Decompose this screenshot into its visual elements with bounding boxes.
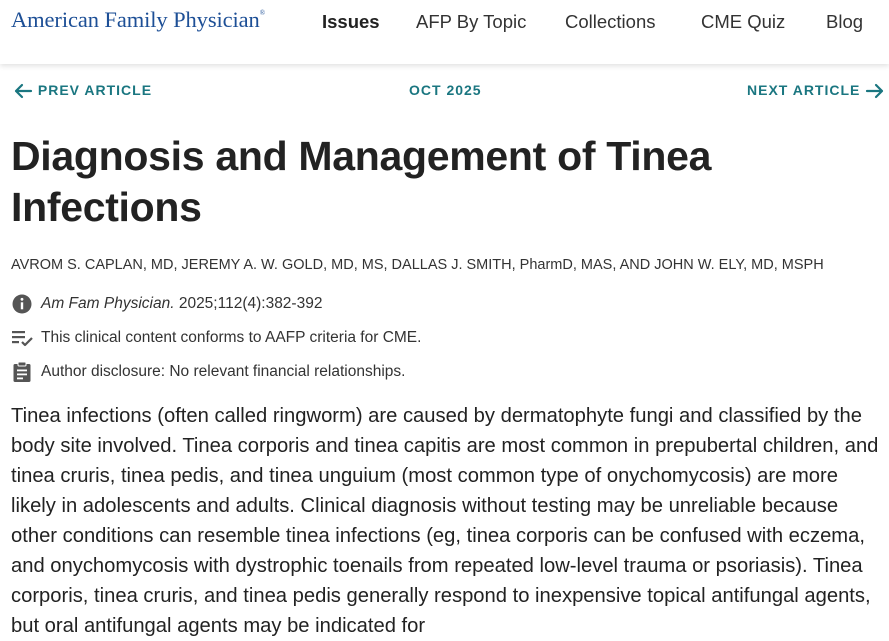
arrow-left-icon — [13, 83, 33, 99]
nav-collections[interactable]: Collections — [565, 11, 656, 32]
site-header — [0, 0, 889, 64]
nav-blog[interactable]: Blog — [826, 11, 864, 32]
article-abstract: Tinea infections (often called ringworm) are caused by dermatophyte fungi and classified by the body site involved. Tinea corporis and tinea capitis are most common in prepubertal children, and tinea cruris, tinea pedis, and tinea unguium (most common type of onychomycosis) are more likely in adolescents and adults. Clinical diagnosis without testing may be unreliable because other conditions can resemble tinea infections (eg, tinea corporis can be confused with eczema, and onychomycosis with dystrophic toenails from repeated low-level trauma or psoriasis). Tinea corporis, tinea cruris, and tinea pedis generally respond to inexpensive topical antifungal agents, but oral antifungal agents may be indicated for — [11, 405, 879, 637]
nav-afp-by-topic[interactable]: AFP By Topic — [416, 11, 527, 32]
nav-issues[interactable]: Issues — [322, 11, 380, 32]
citation-text — [41, 295, 322, 313]
citation-journal: Am Fam Physician. — [41, 295, 175, 312]
checklist-icon — [11, 327, 33, 349]
logo-text: American Family Physician — [11, 7, 260, 32]
nav-cme-quiz[interactable]: CME Quiz — [701, 11, 786, 32]
next-article-label: NEXT ARTICLE — [747, 82, 861, 98]
registered-mark: ® — [259, 9, 265, 17]
site-logo[interactable] — [11, 7, 265, 33]
article-title: Diagnosis and Management of Tinea Infections — [11, 133, 712, 230]
disclosure-text: Author disclosure: No relevant financial relationships. — [41, 363, 406, 380]
prev-article-link[interactable] — [13, 82, 152, 99]
article-authors: AVROM S. CAPLAN, MD, JEREMY A. W. GOLD, MD, MS, DALLAS J. SMITH, PharmD, MAS, AND JOHN W. ELY, MD, MSPH — [11, 257, 824, 273]
arrow-right-icon — [865, 83, 885, 99]
issue-date[interactable]: OCT 2025 — [409, 82, 482, 98]
citation-details: 2025;112(4):382-392 — [174, 295, 323, 312]
info-icon — [11, 293, 33, 315]
next-article-link[interactable] — [747, 82, 885, 99]
clipboard-icon — [11, 361, 33, 383]
cme-text: This clinical content conforms to AAFP criteria for CME. — [41, 329, 422, 346]
prev-article-label: PREV ARTICLE — [37, 82, 153, 98]
